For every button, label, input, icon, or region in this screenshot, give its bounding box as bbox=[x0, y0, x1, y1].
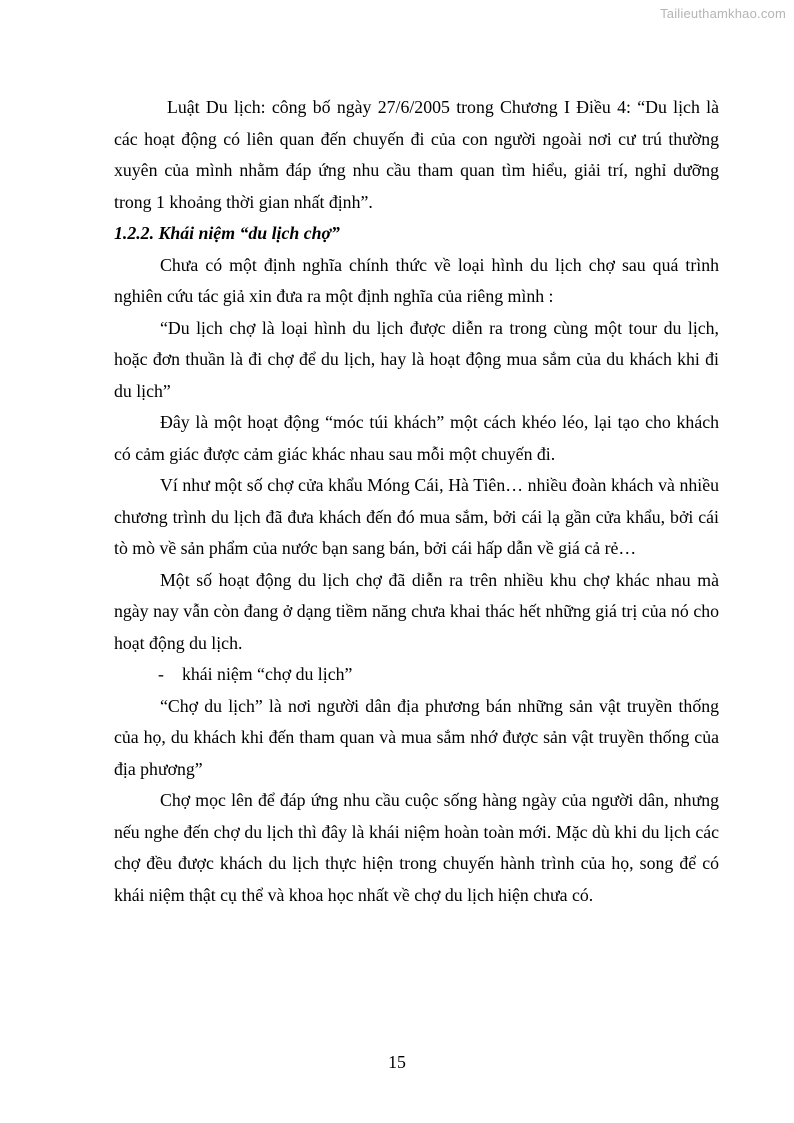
paragraph-intro: Chưa có một định nghĩa chính thức về loại hình du lịch chợ sau quá trình nghiên cứu tác giả xin đưa ra một định nghĩa của riêng mình : bbox=[114, 254, 719, 306]
section-heading: 1.2.2. Khái niệm “du lịch chợ” bbox=[114, 223, 340, 243]
paragraph-market-definition: “Chợ du lịch” là nơi người dân địa phương bán những sản vật truyền thống của họ, du khách khi đến tham quan và mua sắm nhớ được sản vật truyền thống của địa phương” bbox=[114, 695, 719, 779]
list-item-text: khái niệm “chợ du lịch” bbox=[182, 664, 353, 684]
paragraph-definition-quote: “Du lịch chợ là loại hình du lịch được diễn ra trong cùng một tour du lịch, hoặc đơn thuần là đi chợ để du lịch, hay là hoạt động mua sắm của du khách khi đi du lịch” bbox=[114, 317, 719, 401]
paragraph-examples: Ví như một số chợ cửa khẩu Móng Cái, Hà Tiên… nhiều đoàn khách và nhiều chương trình du lịch đã đưa khách đến đó mua sắm, bởi cái lạ gần cửa khẩu, bởi cái tò mò về sản phẩm của nước bạn sang bán, bởi cái hấp dẫn về giá cả rẻ… bbox=[114, 475, 719, 558]
list-item bbox=[114, 659, 719, 691]
paragraph-conclusion: Chợ mọc lên để đáp ứng nhu cầu cuộc sống hàng ngày của người dân, nhưng nếu nghe đến chợ du lịch thì đây là khái niệm hoàn toàn mới. Mặc dù khi du lịch các chợ đều được khách du lịch thực hiện trong chuyến hành trình của họ, song để có khái niệm thật cụ thể và khoa học nhất về chợ du lịch hiện chưa có. bbox=[114, 790, 719, 905]
paragraph-law-definition: Luật Du lịch: công bố ngày 27/6/2005 trong Chương I Điều 4: “Du lịch là các hoạt động có liên quan đến chuyến đi của con người ngoài nơi cư trú thường xuyên của mình nhằm đáp ứng nhu cầu tham quan tìm hiểu, giải trí, nghỉ dưỡng trong 1 khoảng thời gian nhất định”. bbox=[114, 97, 719, 212]
paragraph-potential: Một số hoạt động du lịch chợ đã diễn ra trên nhiều khu chợ khác nhau mà ngày nay vẫn còn đang ở dạng tiềm năng chưa khai thác hết những giá trị của nó cho hoạt động du lịch. bbox=[114, 569, 719, 653]
paragraph-activity: Đây là một hoạt động “móc túi khách” một cách khéo léo, lại tạo cho khách có cảm giác được cảm giác khác nhau sau mỗi một chuyến đi. bbox=[114, 412, 719, 464]
watermark: Tailieuthamkhao.com bbox=[660, 6, 786, 21]
list-dash: - bbox=[158, 664, 164, 684]
document-body bbox=[114, 92, 719, 911]
page-number: 15 bbox=[388, 1052, 406, 1072]
